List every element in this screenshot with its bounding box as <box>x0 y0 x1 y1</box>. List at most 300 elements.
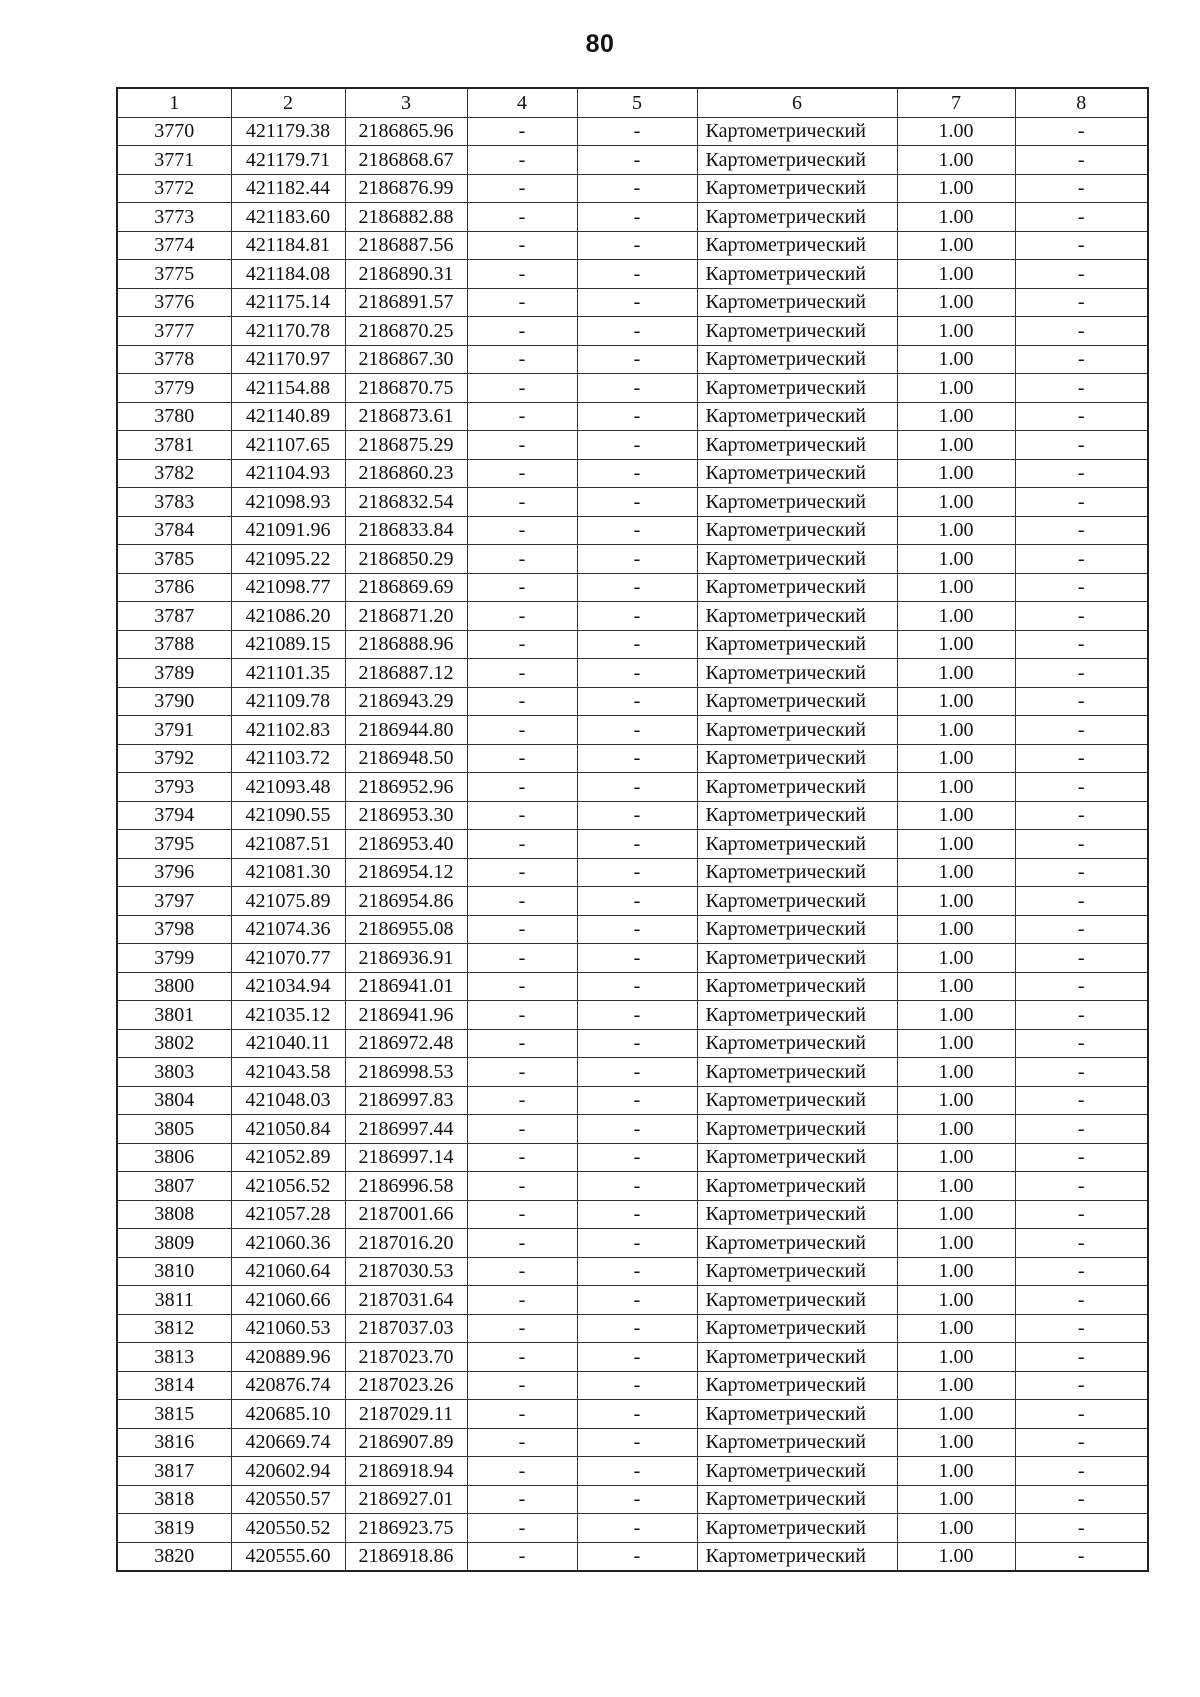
accuracy-cell: 1.00 <box>897 231 1015 260</box>
accuracy-cell: 1.00 <box>897 1428 1015 1457</box>
table-header-row <box>117 88 1148 117</box>
point-number-cell: 3783 <box>117 488 231 517</box>
point-number-cell: 3789 <box>117 659 231 688</box>
col4-cell: - <box>467 716 577 745</box>
point-number-cell: 3804 <box>117 1086 231 1115</box>
method-cell: Картометрический <box>697 801 897 830</box>
table-row <box>117 374 1148 403</box>
table-row <box>117 687 1148 716</box>
method-cell: Картометрический <box>697 972 897 1001</box>
method-cell: Картометрический <box>697 1457 897 1486</box>
table-row <box>117 402 1148 431</box>
x-coordinate-cell: 421103.72 <box>231 744 345 773</box>
col5-cell: - <box>577 231 697 260</box>
method-cell: Картометрический <box>697 1172 897 1201</box>
col5-cell: - <box>577 687 697 716</box>
point-number-cell: 3770 <box>117 117 231 146</box>
y-coordinate-cell: 2186927.01 <box>345 1485 467 1514</box>
method-cell: Картометрический <box>697 402 897 431</box>
col8-cell: - <box>1015 231 1148 260</box>
method-cell: Картометрический <box>697 317 897 346</box>
accuracy-cell: 1.00 <box>897 602 1015 631</box>
col4-cell: - <box>467 1485 577 1514</box>
accuracy-cell: 1.00 <box>897 1229 1015 1258</box>
accuracy-cell: 1.00 <box>897 203 1015 232</box>
column-header-7: 7 <box>897 88 1015 117</box>
x-coordinate-cell: 421081.30 <box>231 858 345 887</box>
col4-cell: - <box>467 146 577 175</box>
table-row <box>117 801 1148 830</box>
x-coordinate-cell: 421104.93 <box>231 459 345 488</box>
accuracy-cell: 1.00 <box>897 288 1015 317</box>
y-coordinate-cell: 2186997.44 <box>345 1115 467 1144</box>
method-cell: Картометрический <box>697 602 897 631</box>
col8-cell: - <box>1015 801 1148 830</box>
x-coordinate-cell: 421070.77 <box>231 944 345 973</box>
col4-cell: - <box>467 887 577 916</box>
method-cell: Картометрический <box>697 1542 897 1571</box>
col5-cell: - <box>577 1058 697 1087</box>
col4-cell: - <box>467 1086 577 1115</box>
col8-cell: - <box>1015 858 1148 887</box>
col4-cell: - <box>467 687 577 716</box>
col8-cell: - <box>1015 1428 1148 1457</box>
method-cell: Картометрический <box>697 659 897 688</box>
y-coordinate-cell: 2187030.53 <box>345 1257 467 1286</box>
accuracy-cell: 1.00 <box>897 402 1015 431</box>
accuracy-cell: 1.00 <box>897 659 1015 688</box>
col5-cell: - <box>577 1314 697 1343</box>
method-cell: Картометрический <box>697 1086 897 1115</box>
accuracy-cell: 1.00 <box>897 431 1015 460</box>
accuracy-cell: 1.00 <box>897 117 1015 146</box>
method-cell: Картометрический <box>697 431 897 460</box>
table-row <box>117 1257 1148 1286</box>
col5-cell: - <box>577 1229 697 1258</box>
col8-cell: - <box>1015 174 1148 203</box>
col8-cell: - <box>1015 1001 1148 1030</box>
y-coordinate-cell: 2186873.61 <box>345 402 467 431</box>
point-number-cell: 3787 <box>117 602 231 631</box>
method-cell: Картометрический <box>697 1001 897 1030</box>
method-cell: Картометрический <box>697 944 897 973</box>
col5-cell: - <box>577 288 697 317</box>
x-coordinate-cell: 421091.96 <box>231 516 345 545</box>
y-coordinate-cell: 2186850.29 <box>345 545 467 574</box>
x-coordinate-cell: 421043.58 <box>231 1058 345 1087</box>
y-coordinate-cell: 2186832.54 <box>345 488 467 517</box>
col4-cell: - <box>467 1514 577 1543</box>
y-coordinate-cell: 2187031.64 <box>345 1286 467 1315</box>
col5-cell: - <box>577 744 697 773</box>
x-coordinate-cell: 421154.88 <box>231 374 345 403</box>
accuracy-cell: 1.00 <box>897 1001 1015 1030</box>
point-number-cell: 3799 <box>117 944 231 973</box>
col4-cell: - <box>467 317 577 346</box>
col5-cell: - <box>577 1542 697 1571</box>
table-row <box>117 488 1148 517</box>
accuracy-cell: 1.00 <box>897 801 1015 830</box>
col4-cell: - <box>467 1286 577 1315</box>
x-coordinate-cell: 421179.38 <box>231 117 345 146</box>
method-cell: Картометрический <box>697 1514 897 1543</box>
accuracy-cell: 1.00 <box>897 1058 1015 1087</box>
col4-cell: - <box>467 1172 577 1201</box>
table-row <box>117 716 1148 745</box>
y-coordinate-cell: 2186918.86 <box>345 1542 467 1571</box>
col4-cell: - <box>467 858 577 887</box>
table-row <box>117 830 1148 859</box>
table-row <box>117 174 1148 203</box>
col5-cell: - <box>577 431 697 460</box>
y-coordinate-cell: 2186870.75 <box>345 374 467 403</box>
table-row <box>117 1542 1148 1571</box>
point-number-cell: 3790 <box>117 687 231 716</box>
col4-cell: - <box>467 545 577 574</box>
accuracy-cell: 1.00 <box>897 1343 1015 1372</box>
x-coordinate-cell: 421060.66 <box>231 1286 345 1315</box>
table-row <box>117 317 1148 346</box>
col5-cell: - <box>577 345 697 374</box>
col4-cell: - <box>467 915 577 944</box>
point-number-cell: 3809 <box>117 1229 231 1258</box>
point-number-cell: 3813 <box>117 1343 231 1372</box>
point-number-cell: 3810 <box>117 1257 231 1286</box>
col4-cell: - <box>467 1200 577 1229</box>
x-coordinate-cell: 420889.96 <box>231 1343 345 1372</box>
y-coordinate-cell: 2186869.69 <box>345 573 467 602</box>
point-number-cell: 3800 <box>117 972 231 1001</box>
y-coordinate-cell: 2186944.80 <box>345 716 467 745</box>
point-number-cell: 3820 <box>117 1542 231 1571</box>
y-coordinate-cell: 2186870.25 <box>345 317 467 346</box>
col4-cell: - <box>467 345 577 374</box>
point-number-cell: 3816 <box>117 1428 231 1457</box>
table-row <box>117 915 1148 944</box>
table-row <box>117 659 1148 688</box>
table-row <box>117 1485 1148 1514</box>
point-number-cell: 3778 <box>117 345 231 374</box>
method-cell: Картометрический <box>697 203 897 232</box>
col5-cell: - <box>577 858 697 887</box>
x-coordinate-cell: 421107.65 <box>231 431 345 460</box>
x-coordinate-cell: 421090.55 <box>231 801 345 830</box>
accuracy-cell: 1.00 <box>897 1457 1015 1486</box>
col4-cell: - <box>467 602 577 631</box>
y-coordinate-cell: 2186923.75 <box>345 1514 467 1543</box>
method-cell: Картометрический <box>697 1200 897 1229</box>
col8-cell: - <box>1015 374 1148 403</box>
x-coordinate-cell: 421175.14 <box>231 288 345 317</box>
col8-cell: - <box>1015 1514 1148 1543</box>
col8-cell: - <box>1015 1457 1148 1486</box>
method-cell: Картометрический <box>697 1428 897 1457</box>
col5-cell: - <box>577 830 697 859</box>
accuracy-cell: 1.00 <box>897 573 1015 602</box>
col4-cell: - <box>467 1001 577 1030</box>
col5-cell: - <box>577 1428 697 1457</box>
col4-cell: - <box>467 944 577 973</box>
column-header-8: 8 <box>1015 88 1148 117</box>
col8-cell: - <box>1015 1200 1148 1229</box>
accuracy-cell: 1.00 <box>897 1314 1015 1343</box>
method-cell: Картометрический <box>697 1314 897 1343</box>
col4-cell: - <box>467 516 577 545</box>
col4-cell: - <box>467 431 577 460</box>
point-number-cell: 3819 <box>117 1514 231 1543</box>
table-row <box>117 1343 1148 1372</box>
col4-cell: - <box>467 1343 577 1372</box>
x-coordinate-cell: 421035.12 <box>231 1001 345 1030</box>
point-number-cell: 3781 <box>117 431 231 460</box>
col4-cell: - <box>467 1400 577 1429</box>
col5-cell: - <box>577 402 697 431</box>
y-coordinate-cell: 2186833.84 <box>345 516 467 545</box>
accuracy-cell: 1.00 <box>897 1200 1015 1229</box>
col8-cell: - <box>1015 773 1148 802</box>
accuracy-cell: 1.00 <box>897 1371 1015 1400</box>
method-cell: Картометрический <box>697 1343 897 1372</box>
method-cell: Картометрический <box>697 1371 897 1400</box>
col8-cell: - <box>1015 1286 1148 1315</box>
col5-cell: - <box>577 915 697 944</box>
table-row <box>117 573 1148 602</box>
col5-cell: - <box>577 1200 697 1229</box>
col4-cell: - <box>467 773 577 802</box>
col8-cell: - <box>1015 1343 1148 1372</box>
col8-cell: - <box>1015 659 1148 688</box>
col5-cell: - <box>577 1286 697 1315</box>
col4-cell: - <box>467 744 577 773</box>
col4-cell: - <box>467 231 577 260</box>
point-number-cell: 3780 <box>117 402 231 431</box>
method-cell: Картометрический <box>697 1029 897 1058</box>
table-row <box>117 1086 1148 1115</box>
col8-cell: - <box>1015 203 1148 232</box>
y-coordinate-cell: 2187023.26 <box>345 1371 467 1400</box>
accuracy-cell: 1.00 <box>897 887 1015 916</box>
table-body <box>117 117 1148 1571</box>
col8-cell: - <box>1015 1229 1148 1258</box>
y-coordinate-cell: 2186887.12 <box>345 659 467 688</box>
col8-cell: - <box>1015 117 1148 146</box>
x-coordinate-cell: 421060.64 <box>231 1257 345 1286</box>
accuracy-cell: 1.00 <box>897 1086 1015 1115</box>
method-cell: Картометрический <box>697 345 897 374</box>
y-coordinate-cell: 2186954.86 <box>345 887 467 916</box>
point-number-cell: 3805 <box>117 1115 231 1144</box>
col5-cell: - <box>577 1485 697 1514</box>
method-cell: Картометрический <box>697 1115 897 1144</box>
table-row <box>117 944 1148 973</box>
x-coordinate-cell: 421089.15 <box>231 630 345 659</box>
point-number-cell: 3806 <box>117 1143 231 1172</box>
coordinates-table <box>116 87 1149 1572</box>
x-coordinate-cell: 421087.51 <box>231 830 345 859</box>
x-coordinate-cell: 421098.77 <box>231 573 345 602</box>
table-row <box>117 1143 1148 1172</box>
method-cell: Картометрический <box>697 915 897 944</box>
y-coordinate-cell: 2186860.23 <box>345 459 467 488</box>
col8-cell: - <box>1015 1371 1148 1400</box>
table-row <box>117 288 1148 317</box>
table-row <box>117 345 1148 374</box>
col4-cell: - <box>467 1371 577 1400</box>
point-number-cell: 3814 <box>117 1371 231 1400</box>
table-row <box>117 1229 1148 1258</box>
y-coordinate-cell: 2187029.11 <box>345 1400 467 1429</box>
y-coordinate-cell: 2186953.30 <box>345 801 467 830</box>
col5-cell: - <box>577 972 697 1001</box>
table-row <box>117 1172 1148 1201</box>
method-cell: Картометрический <box>697 716 897 745</box>
x-coordinate-cell: 421060.36 <box>231 1229 345 1258</box>
accuracy-cell: 1.00 <box>897 545 1015 574</box>
col8-cell: - <box>1015 1314 1148 1343</box>
method-cell: Картометрический <box>697 744 897 773</box>
method-cell: Картометрический <box>697 1485 897 1514</box>
method-cell: Картометрический <box>697 887 897 916</box>
col5-cell: - <box>577 1001 697 1030</box>
x-coordinate-cell: 421109.78 <box>231 687 345 716</box>
col5-cell: - <box>577 374 697 403</box>
y-coordinate-cell: 2187037.03 <box>345 1314 467 1343</box>
x-coordinate-cell: 421140.89 <box>231 402 345 431</box>
col5-cell: - <box>577 146 697 175</box>
x-coordinate-cell: 421184.08 <box>231 260 345 289</box>
table-row <box>117 203 1148 232</box>
col8-cell: - <box>1015 630 1148 659</box>
y-coordinate-cell: 2186907.89 <box>345 1428 467 1457</box>
method-cell: Картометрический <box>697 1257 897 1286</box>
accuracy-cell: 1.00 <box>897 972 1015 1001</box>
x-coordinate-cell: 421101.35 <box>231 659 345 688</box>
col5-cell: - <box>577 1086 697 1115</box>
y-coordinate-cell: 2187001.66 <box>345 1200 467 1229</box>
accuracy-cell: 1.00 <box>897 858 1015 887</box>
accuracy-cell: 1.00 <box>897 488 1015 517</box>
accuracy-cell: 1.00 <box>897 374 1015 403</box>
col5-cell: - <box>577 1172 697 1201</box>
x-coordinate-cell: 421093.48 <box>231 773 345 802</box>
point-number-cell: 3808 <box>117 1200 231 1229</box>
table-row <box>117 231 1148 260</box>
col5-cell: - <box>577 716 697 745</box>
y-coordinate-cell: 2186865.96 <box>345 117 467 146</box>
col5-cell: - <box>577 1343 697 1372</box>
accuracy-cell: 1.00 <box>897 1400 1015 1429</box>
accuracy-cell: 1.00 <box>897 345 1015 374</box>
method-cell: Картометрический <box>697 117 897 146</box>
method-cell: Картометрический <box>697 773 897 802</box>
col5-cell: - <box>577 545 697 574</box>
accuracy-cell: 1.00 <box>897 915 1015 944</box>
accuracy-cell: 1.00 <box>897 630 1015 659</box>
col8-cell: - <box>1015 288 1148 317</box>
x-coordinate-cell: 421098.93 <box>231 488 345 517</box>
col4-cell: - <box>467 260 577 289</box>
y-coordinate-cell: 2187016.20 <box>345 1229 467 1258</box>
col4-cell: - <box>467 1058 577 1087</box>
point-number-cell: 3807 <box>117 1172 231 1201</box>
col5-cell: - <box>577 203 697 232</box>
col4-cell: - <box>467 203 577 232</box>
col4-cell: - <box>467 1428 577 1457</box>
point-number-cell: 3802 <box>117 1029 231 1058</box>
accuracy-cell: 1.00 <box>897 1542 1015 1571</box>
y-coordinate-cell: 2186955.08 <box>345 915 467 944</box>
point-number-cell: 3791 <box>117 716 231 745</box>
accuracy-cell: 1.00 <box>897 317 1015 346</box>
x-coordinate-cell: 421184.81 <box>231 231 345 260</box>
point-number-cell: 3793 <box>117 773 231 802</box>
point-number-cell: 3801 <box>117 1001 231 1030</box>
point-number-cell: 3818 <box>117 1485 231 1514</box>
col4-cell: - <box>467 1029 577 1058</box>
col8-cell: - <box>1015 459 1148 488</box>
x-coordinate-cell: 420602.94 <box>231 1457 345 1486</box>
col5-cell: - <box>577 801 697 830</box>
point-number-cell: 3817 <box>117 1457 231 1486</box>
col4-cell: - <box>467 1229 577 1258</box>
method-cell: Картометрический <box>697 146 897 175</box>
table-row <box>117 858 1148 887</box>
y-coordinate-cell: 2186936.91 <box>345 944 467 973</box>
table-row <box>117 146 1148 175</box>
point-number-cell: 3775 <box>117 260 231 289</box>
accuracy-cell: 1.00 <box>897 687 1015 716</box>
table-row <box>117 260 1148 289</box>
method-cell: Картометрический <box>697 858 897 887</box>
point-number-cell: 3782 <box>117 459 231 488</box>
col8-cell: - <box>1015 146 1148 175</box>
point-number-cell: 3785 <box>117 545 231 574</box>
col5-cell: - <box>577 1514 697 1543</box>
table-row <box>117 431 1148 460</box>
accuracy-cell: 1.00 <box>897 1514 1015 1543</box>
point-number-cell: 3794 <box>117 801 231 830</box>
y-coordinate-cell: 2186891.57 <box>345 288 467 317</box>
table-row <box>117 630 1148 659</box>
col5-cell: - <box>577 1400 697 1429</box>
method-cell: Картометрический <box>697 459 897 488</box>
point-number-cell: 3772 <box>117 174 231 203</box>
col8-cell: - <box>1015 1115 1148 1144</box>
method-cell: Картометрический <box>697 545 897 574</box>
x-coordinate-cell: 421074.36 <box>231 915 345 944</box>
col8-cell: - <box>1015 972 1148 1001</box>
table-row <box>117 516 1148 545</box>
x-coordinate-cell: 421179.71 <box>231 146 345 175</box>
col5-cell: - <box>577 488 697 517</box>
table-row <box>117 744 1148 773</box>
col8-cell: - <box>1015 1172 1148 1201</box>
col8-cell: - <box>1015 317 1148 346</box>
col8-cell: - <box>1015 402 1148 431</box>
table-row <box>117 117 1148 146</box>
point-number-cell: 3792 <box>117 744 231 773</box>
col5-cell: - <box>577 516 697 545</box>
table-row <box>117 1029 1148 1058</box>
col8-cell: - <box>1015 260 1148 289</box>
col4-cell: - <box>467 174 577 203</box>
y-coordinate-cell: 2186882.88 <box>345 203 467 232</box>
point-number-cell: 3771 <box>117 146 231 175</box>
table-row <box>117 1428 1148 1457</box>
x-coordinate-cell: 421034.94 <box>231 972 345 1001</box>
x-coordinate-cell: 421170.97 <box>231 345 345 374</box>
point-number-cell: 3776 <box>117 288 231 317</box>
